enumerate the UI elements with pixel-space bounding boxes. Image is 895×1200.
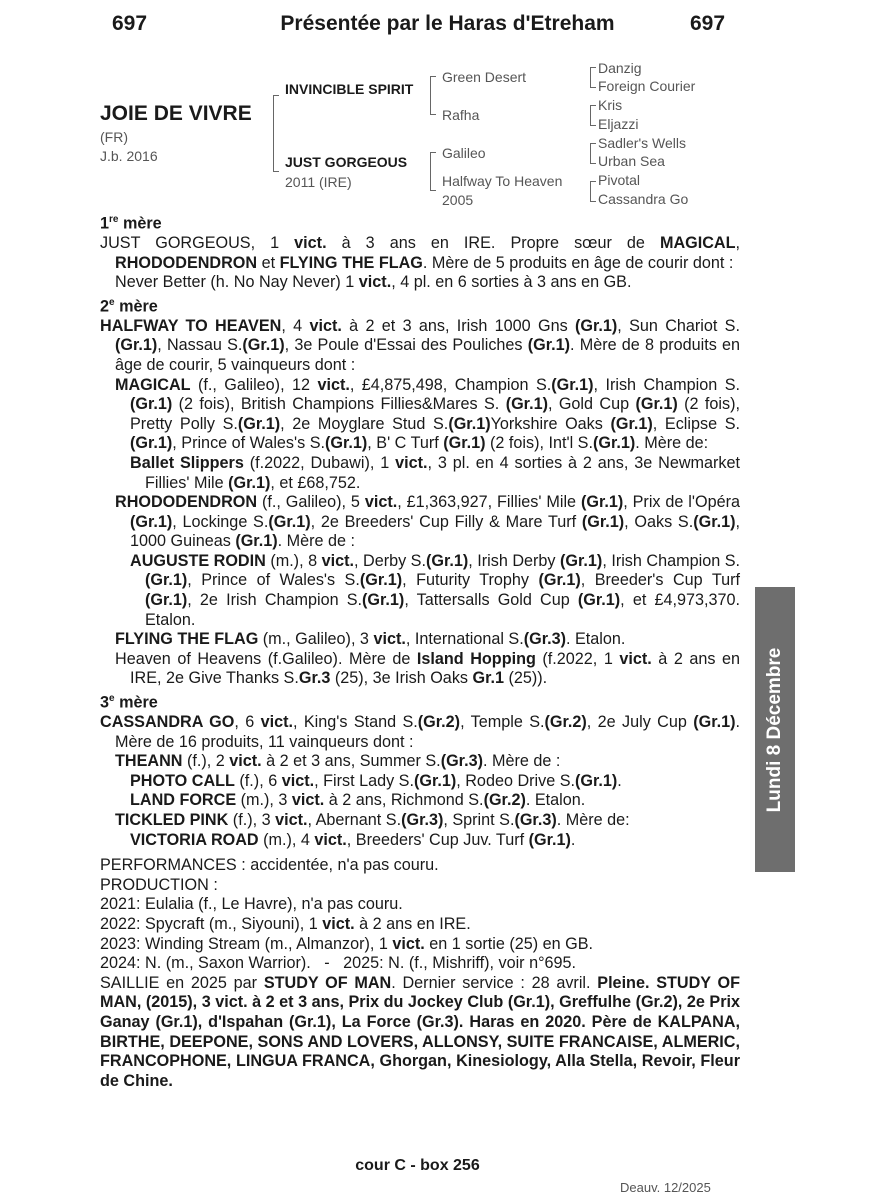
date-side-tab: Lundi 8 Décembre [755, 587, 795, 872]
pedigree-dam-info: 2011 (IRE) [285, 174, 352, 190]
pedigree-bracket-sd [590, 105, 596, 126]
pedigree-ssd: Foreign Courier [598, 78, 696, 94]
lot-number-left: 697 [112, 12, 148, 35]
production-2023: 2023: Winding Stream (m., Almanzor), 1 vict. en 1 sortie (25) en GB. [100, 934, 594, 953]
catalogue-body [100, 210, 740, 1091]
produce-flying-the-flag: FLYING THE FLAG (m., Galileo), 3 vict., International S.(Gr.3). Etalon. [115, 630, 626, 649]
catalogue-date: Deauv. 12/2025 [620, 1180, 711, 1195]
produce-auguste-rodin: AUGUSTE RODIN (m.), 8 vict., Derby S.(Gr.1), Irish Derby (Gr.1), Irish Champion S.(Gr.1), Prince of Wales's S.(Gr.1), Futurity Trophy (Gr.1), Breeder's Cup Turf (Gr.1), 2e Irish Champion S.(Gr.1), Tattersalls Gold Cup (Gr.1), et £4,973,370. Etalon. [130, 551, 740, 629]
section-2e-mere: 2e mère [100, 296, 158, 316]
pedigree-dd-year: 2005 [442, 192, 474, 208]
pedigree-bracket-dd [590, 181, 596, 202]
produce-heaven-of-heavens: Heaven of Heavens (f.Galileo). Mère de Island Hopping (f.2022, 1 vict. à 2 ans en IRE, 2e Give Thanks S.Gr.3 (25), 3e Irish Oaks Gr.1 (25)). [115, 649, 740, 688]
produce-victoria-road: VICTORIA ROAD (m.), 4 vict., Breeders' Cup Juv. Turf (Gr.1). [130, 830, 576, 849]
second-dam-entry: HALFWAY TO HEAVEN, 4 vict. à 2 et 3 ans, Irish 1000 Gns (Gr.1), Sun Chariot S.(Gr.1), Nassau S.(Gr.1), 3e Poule d'Essai des Pouliches (Gr.1). Mère de 8 produits en âge de courir, 5 vainqueurs dont : [100, 316, 740, 374]
pedigree-dss: Sadler's Wells [598, 135, 686, 151]
pedigree-sss: Danzig [598, 60, 642, 76]
pedigree-ddd: Cassandra Go [598, 191, 689, 207]
pedigree-sds: Kris [598, 97, 623, 113]
pedigree-ds: Galileo [442, 145, 486, 161]
pedigree-sdd: Eljazzi [598, 116, 639, 132]
page-title: Présentée par le Haras d'Etreham [280, 12, 615, 35]
pedigree-dsd: Urban Sea [598, 153, 665, 169]
production-2024-2025: 2024: N. (m., Saxon Warrior). - 2025: N. (f., Mishriff), voir n°695. [100, 954, 577, 973]
produce-entry: Never Better (h. No Nay Never) 1 vict., 4 pl. en 6 sorties à 3 ans en GB. [115, 273, 632, 292]
production-2021: 2021: Eulalia (f., Le Havre), n'a pas couru. [100, 895, 403, 914]
pedigree-dd: Halfway To Heaven [442, 173, 563, 189]
produce-land-force: LAND FORCE (m.), 3 vict. à 2 ans, Richmond S.(Gr.2). Etalon. [130, 791, 586, 810]
pedigree-dds: Pivotal [598, 172, 641, 188]
section-1re-mere: 1re mère [100, 214, 162, 233]
pedigree-bracket-ss [590, 67, 596, 88]
pedigree-bracket-ds [590, 143, 596, 164]
performances: PERFORMANCES : accidentée, n'a pas couru. [100, 856, 439, 875]
produce-photo-call: PHOTO CALL (f.), 6 vict., First Lady S.(Gr.1), Rodeo Drive S.(Gr.1). [130, 771, 622, 790]
production-heading: PRODUCTION : [100, 875, 218, 894]
pedigree-ss: Green Desert [442, 69, 527, 85]
pedigree-bracket-main [273, 95, 279, 172]
pedigree-sire: INVINCIBLE SPIRIT [285, 81, 414, 97]
produce-tickled-pink: TICKLED PINK (f.), 3 vict., Abernant S.(Gr.3), Sprint S.(Gr.3). Mère de: [115, 810, 630, 829]
pedigree-bracket-sire [430, 76, 436, 115]
section-3e-mere: 3e mère [100, 693, 158, 712]
horse-name: JOIE DE VIVRE [100, 102, 252, 125]
lot-number-right: 697 [690, 12, 726, 35]
pedigree-dam: JUST GORGEOUS [285, 154, 408, 170]
third-dam-entry: CASSANDRA GO, 6 vict., King's Stand S.(Gr.2), Temple S.(Gr.2), 2e July Cup (Gr.1). Mère de 16 produits, 11 vainqueurs dont : [100, 713, 741, 751]
produce-magical: MAGICAL (f., Galileo), 12 vict., £4,875,498, Champion S.(Gr.1), Irish Champion S.(Gr.1) (2 fois), British Champions Fillies&Mares S. (Gr.1), Gold Cup (Gr.1) (2 fois), Pretty Polly S.(Gr.1), 2e Moyglare Stud S.(Gr.1)Yorkshire Oaks (Gr.1), Eclipse S.(Gr.1), Prince of Wales's S.(Gr.1), B' C Turf (Gr.1) (2 fois), Int'l S.(Gr.1). Mère de: [115, 375, 740, 453]
pedigree-sd: Rafha [442, 107, 480, 123]
horse-country: (FR) [100, 129, 128, 145]
production-2022: 2022: Spycraft (m., Siyouni), 1 vict. à 2 ans en IRE. [100, 914, 471, 933]
pedigree-bracket-dam [430, 152, 436, 191]
produce-ballet-slippers: Ballet Slippers (f.2022, Dubawi), 1 vict., 3 pl. en 4 sorties à 2 ans, 3e Newmarket Fillies' Mile (Gr.1), et £68,752. [130, 453, 741, 492]
horse-color-year: J.b. 2016 [100, 148, 158, 164]
produce-rhododendron: RHODODENDRON (f., Galileo), 5 vict., £1,363,927, Fillies' Mile (Gr.1), Prix de l'Opéra (Gr.1), Lockinge S.(Gr.1), 2e Breeders' Cup Filly & Mare Turf (Gr.1), Oaks S.(Gr.1), 1000 Guineas (Gr.1). Mère de : [115, 493, 740, 551]
produce-theann: THEANN (f.), 2 vict. à 2 et 3 ans, Summer S.(Gr.3). Mère de : [115, 752, 561, 771]
saillie-entry: SAILLIE en 2025 par STUDY OF MAN. Dernier service : 28 avril. Pleine. STUDY OF MAN, (2015), 3 vict. à 2 et 3 ans, Prix du Jockey Club (Gr.1), Greffulhe (Gr.2), 2e Prix Ganay (Gr.1), d'Ispahan (Gr.1), La Force (Gr.3). Haras en 2020. Père de KALPANA, BIRTHE, DEEPONE, SONS AND LOVERS, ALLONSY, SUITE FRANCAISE, ALMERIC, FRANCOPHONE, LINGUA FRANCA, Ghorgan, Kinesiology, Alla Stella, Revoir, Fleur de Chine. [100, 973, 741, 1090]
dam-entry: JUST GORGEOUS, 1 vict. à 3 ans en IRE. Propre sœur de MAGICAL, RHODODENDRON et FLYING THE FLAG. Mère de 5 produits en âge de courir dont : [100, 233, 740, 272]
box-location: cour C - box 256 [355, 1157, 480, 1174]
